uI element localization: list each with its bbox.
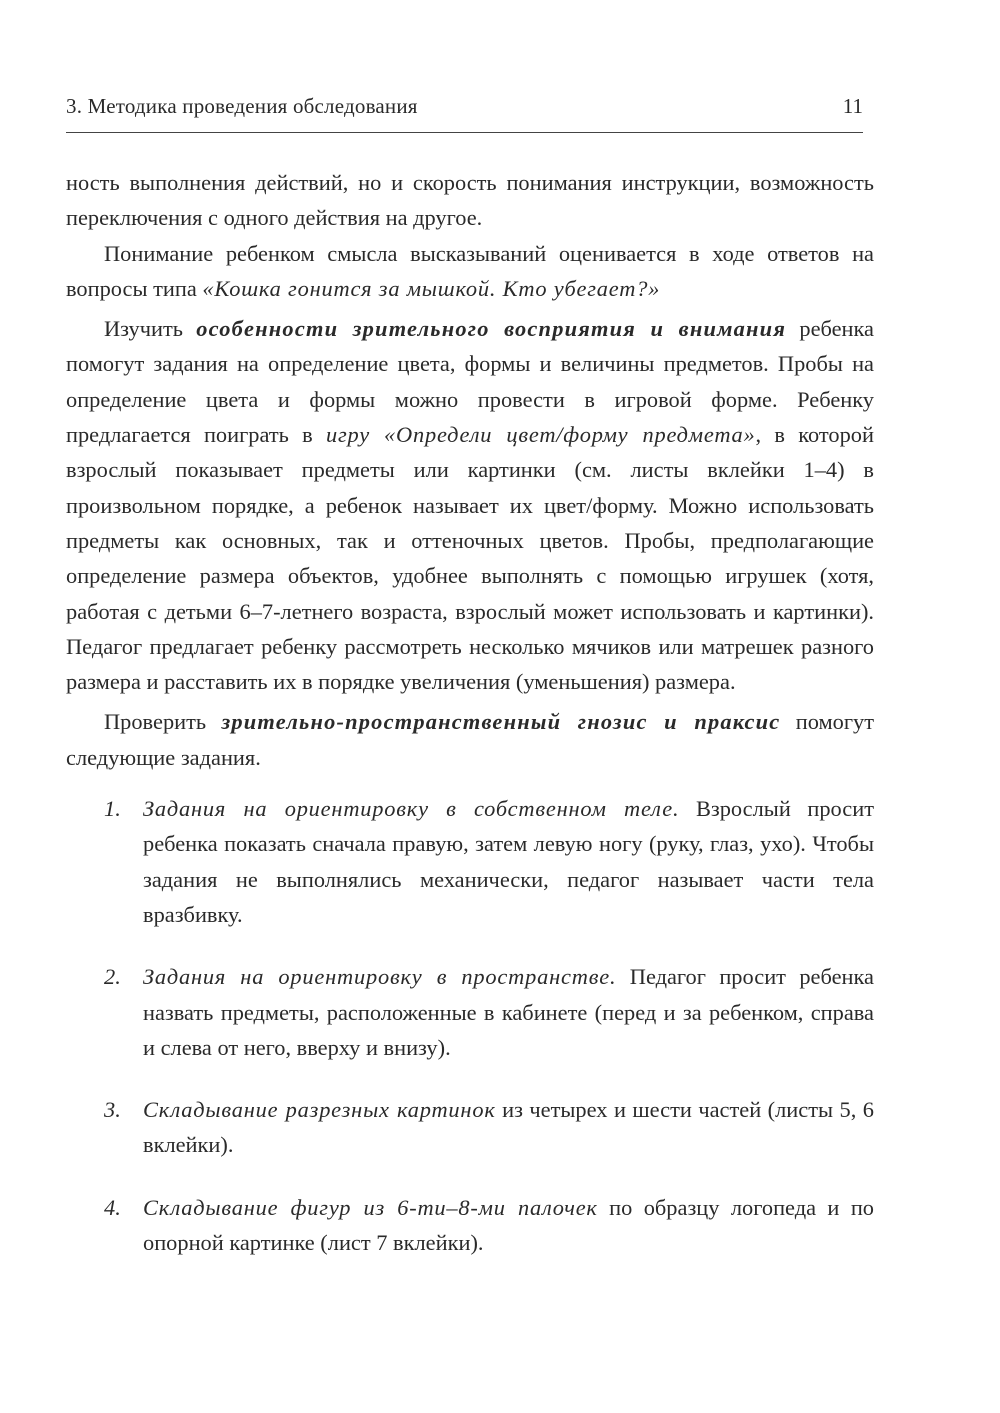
task-item (66, 959, 874, 1065)
task-text: Педагог просит ребенка назвать предметы, расположенные в кабинете (перед и за ребенком, справа и слева от него, вверху и внизу). (143, 964, 874, 1060)
paragraph-comprehension (66, 236, 874, 307)
page-header (66, 92, 863, 133)
task-title: Задания на ориентировку в собственном теле. (143, 796, 680, 822)
task-number: 2. (104, 964, 121, 990)
paragraph-gnosis (66, 704, 874, 775)
body-text (66, 165, 874, 1287)
task-number: 1. (104, 796, 121, 822)
task-item (66, 791, 874, 932)
task-item (66, 1190, 874, 1261)
game-name: игру «Определи цвет/форму предмета» (325, 422, 756, 448)
task-title: Задания на ориентировку в пространстве. (143, 964, 617, 990)
task-title: Складывание фигур из 6-ти–8-ми палочек (143, 1194, 598, 1220)
page-number: 11 (842, 94, 863, 118)
paragraph-continuation (66, 165, 874, 236)
task-number: 4. (104, 1194, 121, 1220)
paragraph-text: , в которой взрослый показывает предметы или картинки (см. листы вклейки 1–4) в произвольном порядке, а ребенок называет их цвет/форму. Можно использовать предметы как основных, так и оттеночных цветов. Пробы, предполагающие определение размера объектов, удобнее выполнять с помощью игрушек (хотя, работая с детьми 6–7-летнего возраста, взрослый может использовать и картинки). Педагог предлагает ребенку рассмотреть несколько мячиков или матрешек разного размера и расставить их в порядке увеличения (уменьшения) размера. (66, 422, 874, 695)
task-list (66, 791, 874, 1260)
task-title: Складывание разрезных картинок (143, 1097, 496, 1123)
task-text: Взрослый просит ребенка показать сначала правую, затем левую ногу (руку, глаз, ухо). Чтобы задания не выполнялись механически, педагог называет части тела вразбивку. (143, 796, 874, 927)
task-text: из четырех и шести частей (листы 5, 6 вклейки). (143, 1097, 874, 1158)
example-question: «Кошка гонится за мышкой. Кто убегает?» (202, 275, 661, 301)
task-text: по образцу логопеда и по опорной картинке (лист 7 вклейки). (143, 1194, 875, 1256)
task-number: 3. (104, 1097, 121, 1123)
paragraph-text: ребенка помогут задания на определение цвета, формы и величины предметов. Пробы на определение цвета и формы можно провести в игровой форме. Ребенку предлагается поиграть в (66, 316, 874, 448)
paragraph-text: ность выполнения действий, но и скорость понимания инструкции, возможность переключения с одного действия на другое. (66, 170, 874, 231)
paragraph-text: помогут следующие задания. (66, 709, 874, 770)
task-item (66, 1092, 874, 1163)
paragraph-text: Изучить (104, 316, 197, 342)
emphasis-term: особенности зрительного восприятия и внимания (196, 316, 787, 342)
running-title: 3. Методика проведения обследования (66, 94, 418, 118)
paragraph-visual-perception (66, 311, 874, 699)
paragraph-text: Понимание ребенком смысла высказываний оценивается в ходе ответов на вопросы типа (66, 240, 874, 301)
emphasis-term: зрительно-пространственный гнозис и праксис (221, 709, 781, 735)
paragraph-text: Проверить (104, 709, 222, 735)
